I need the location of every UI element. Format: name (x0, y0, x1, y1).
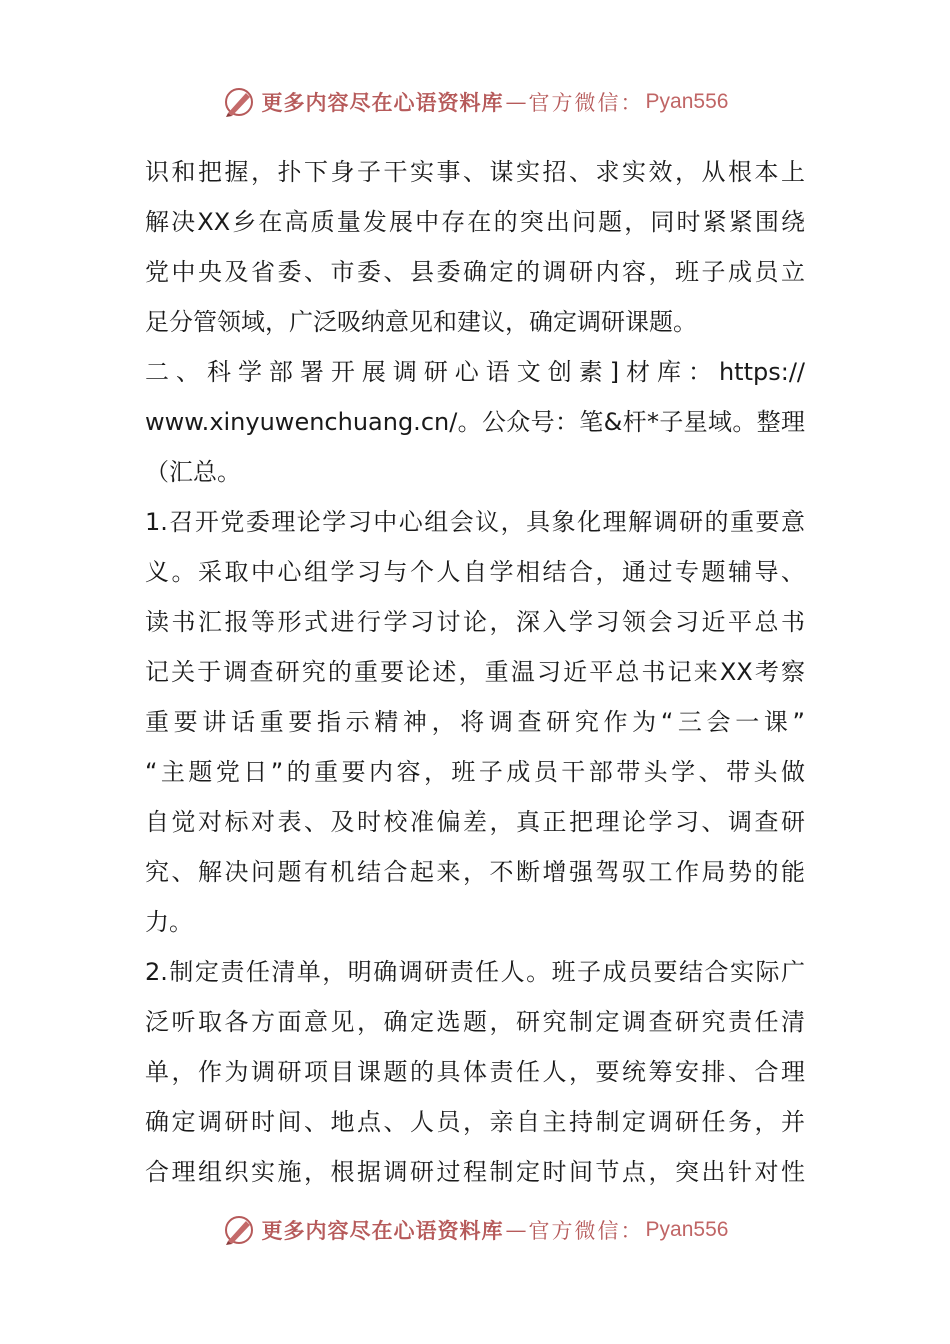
text-line: 党中央及省委、市委、县委确定的调研内容，班子成员立 (145, 258, 805, 286)
watermark-label: 官方微信： (528, 1219, 644, 1243)
text-line: 足分管领域，广泛吸纳意见和建议，确定调研课题。 (145, 308, 697, 336)
section-heading-line: 二、科学部署开展调研心语文创素]材库：https:// (145, 358, 805, 386)
text-line: 义。采取中心组学习与个人自学相结合，通过专题辅导、 (145, 558, 805, 586)
list-item-line: 2.制定责任清单，明确调研责任人。班子成员要结合实际广 (145, 958, 805, 986)
pen-logo-icon (222, 1213, 256, 1247)
text-line: 确定调研时间、地点、人员，亲自主持制定调研任务，并 (145, 1108, 805, 1136)
text-line: www.xinyuwenchuang.cn/。公众号：笔&杆*子星域。整理 (145, 408, 805, 436)
watermark-handle: Pyan556 (645, 90, 729, 113)
watermark-handle: Pyan556 (645, 1218, 729, 1241)
text-line: 记关于调查研究的重要论述，重温习近平总书记来XX考察 (145, 658, 805, 686)
text-line: 重要讲话重要指示精神，将调查研究作为“三会一课” (145, 708, 805, 736)
text-line: 自觉对标对表、及时校准偏差，真正把理论学习、调查研 (145, 808, 805, 836)
watermark-label: 官方微信： (528, 91, 644, 115)
list-item-line: 1.召开党委理论学习中心组会议，具象化理解调研的重要意 (145, 508, 805, 536)
watermark-brand: 更多内容尽在心语资料库 (261, 90, 504, 115)
text-line: （汇总。 (145, 458, 241, 486)
text-line: 究、解决问题有机结合起来，不断增强驾驭工作局势的能 (145, 858, 805, 886)
text-line: 解决XX乡在高质量发展中存在的突出问题，同时紧紧围绕 (145, 208, 805, 236)
text-line: “主题党日”的重要内容，班子成员干部带头学、带头做 (145, 758, 805, 786)
text-line: 力。 (145, 908, 193, 936)
watermark-brand: 更多内容尽在心语资料库 (261, 1218, 504, 1243)
text-line: 识和把握，扑下身子干实事、谋实招、求实效，从根本上 (145, 158, 805, 186)
watermark-dash: — (505, 90, 527, 114)
text-line: 单，作为调研项目课题的具体责任人，要统筹安排、合理 (145, 1058, 805, 1086)
text-line: 合理组织实施，根据调研过程制定时间节点，突出针对性 (145, 1158, 805, 1186)
watermark-header (0, 82, 950, 122)
document-body (145, 147, 805, 1197)
text-line: 泛听取各方面意见，确定选题，研究制定调查研究责任清 (145, 1008, 805, 1036)
watermark-footer (0, 1210, 950, 1250)
text-line: 读书汇报等形式进行学习讨论，深入学习领会习近平总书 (145, 608, 805, 636)
pen-logo-icon (222, 85, 256, 119)
watermark-dash: — (505, 1218, 527, 1242)
